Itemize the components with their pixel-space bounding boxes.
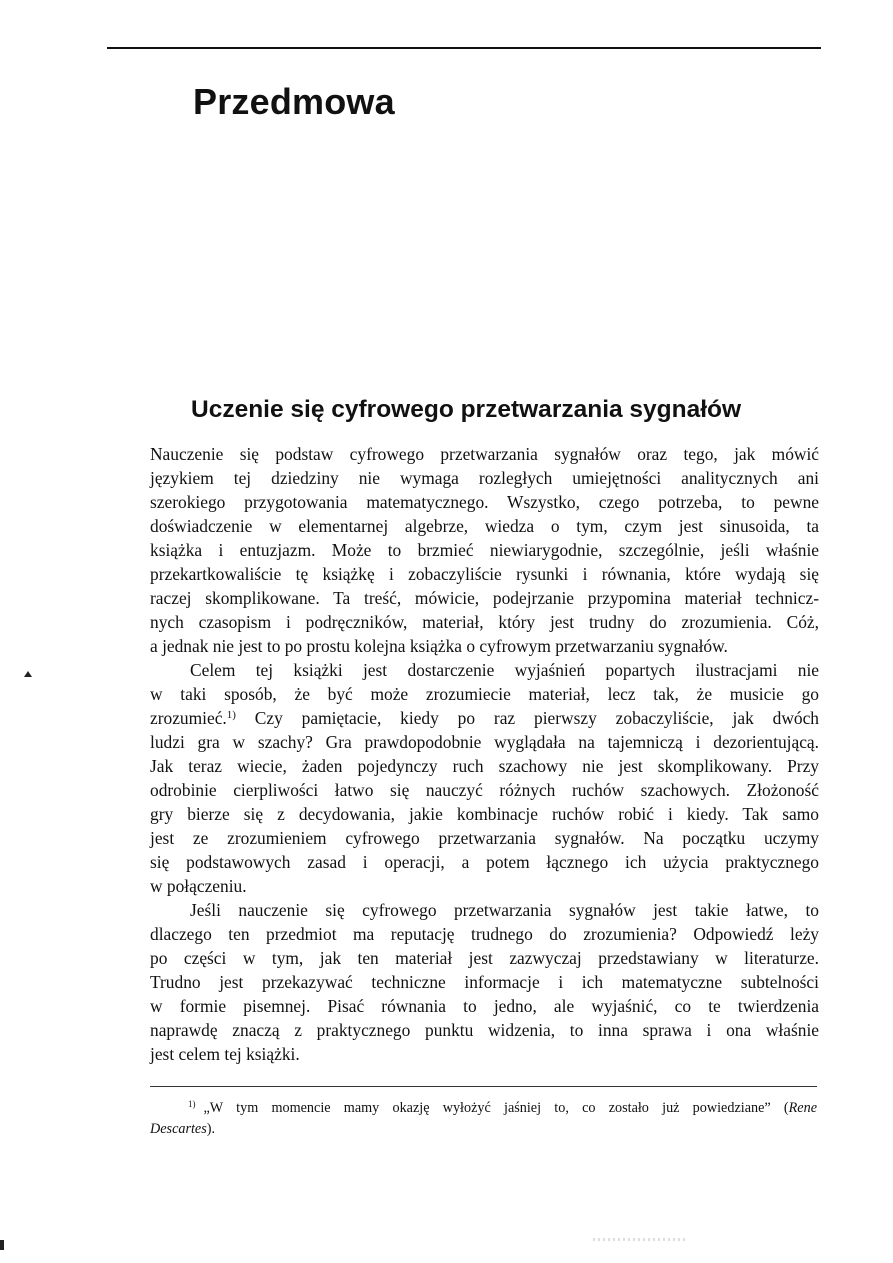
text-line: Trudno jest przekazywać techniczne informacje i ich matematyczne subtelności (150, 972, 819, 992)
text-line: Celem tej książki jest dostarczenie wyjaśnień popartych ilustracjami nie (190, 660, 819, 680)
text-line: szerokiego przygotowania matematycznego. Wszystko, czego potrzeba, to pewne (150, 492, 819, 512)
text-line: Jak teraz wiecie, żaden pojedynczy ruch szachowy nie jest skomplikowany. Przy (150, 756, 819, 776)
corner-mark-icon (0, 1240, 4, 1250)
text-line: nych czasopism i podręczników, materiał, który jest trudny do zrozumienia. Cóż, (150, 612, 819, 632)
text-line: przekartkowaliście tę książkę i zobaczyliście rysunki i równania, które wydają się (150, 564, 819, 584)
footnote-author-last: Descartes (150, 1121, 207, 1137)
text-line: w połączeniu. (150, 876, 247, 896)
text-line: odrobinie cierpliwości łatwo się nauczyć różnych ruchów szachowych. Złożoność (150, 780, 819, 800)
text-line: a jednak nie jest to po prostu kolejna książka o cyfrowym przetwarzaniu sygnałów. (150, 636, 728, 656)
text-line: po części w tym, jak ten materiał jest zazwyczaj przedstawiany w literaturze. (150, 948, 819, 968)
text-line: ludzi gra w szachy? Gra prawdopodobnie wyglądała na tajemniczą i dezorientującą. (150, 732, 819, 752)
margin-mark-icon (24, 671, 32, 677)
text-line: doświadczenie w elementarnej algebrze, wiedza o tym, czym jest sinusoida, ta (150, 516, 819, 536)
footnote-line (150, 1119, 817, 1140)
text-line: w formie pisemnej. Pisać równania to jedno, ale wyjaśnić, co te twierdzenia (150, 996, 819, 1016)
text-line: raczej skomplikowane. Ta treść, mówicie, podejrzanie przypomina materiał technicz- (150, 588, 819, 608)
footnote-rule (150, 1086, 817, 1087)
text-line: się podstawowych zasad i operacji, a potem łącznego ich użycia praktycznego (150, 852, 819, 872)
paragraph-3 (150, 898, 819, 1066)
footnote-text: „W tym momencie mamy okazję wyłożyć jaśniej to, co zostało już powiedziane” ( (203, 1100, 789, 1116)
text-line: książka i entuzjazm. Może to brzmieć niewiarygodnie, szczególnie, jeśli właśnie (150, 540, 819, 560)
footnote-author-first: Rene (788, 1100, 817, 1116)
footnote-line (150, 1098, 817, 1119)
text-fragment: Czy pamiętacie, kiedy po raz pierwszy zobaczyliście, jak dwóch (235, 708, 819, 728)
text-line: dlaczego ten przedmiot ma reputację trudnego do zrozumienia? Odpowiedź leży (150, 924, 819, 944)
text-line: językiem tej dziedziny nie wymaga rozległych umiejętności analitycznych ani (150, 468, 819, 488)
text-line: w taki sposób, że być może zrozumiecie materiał, lecz tak, że musicie go (150, 684, 819, 704)
paragraph-2 (150, 658, 819, 898)
footnote-mark: 1) (188, 1099, 196, 1109)
text-line: naprawdę znaczą z praktycznego punktu widzenia, to inna sprawa i ona właśnie (150, 1020, 819, 1040)
body-text (150, 442, 819, 1066)
text-line: gry bierze się z decydowania, jakie kombinacje ruchów robić i kiedy. Tak samo (150, 804, 819, 824)
chapter-title: Przedmowa (193, 81, 395, 122)
text-line: jest celem tej książki. (150, 1044, 300, 1064)
text-line-with-footnote (150, 706, 819, 730)
paragraph-1 (150, 442, 819, 658)
footnote-closing: ). (206, 1121, 216, 1137)
section-title: Uczenie się cyfrowego przetwarzania sygnałów (191, 396, 742, 423)
text-line: Jeśli nauczenie się cyfrowego przetwarzania sygnałów jest takie łatwe, to (190, 900, 819, 920)
text-line: Nauczenie się podstaw cyfrowego przetwarzania sygnałów oraz tego, jak mówić (150, 444, 819, 464)
text-line: jest ze zrozumieniem cyfrowego przetwarzania sygnałów. Na początku uczymy (150, 828, 819, 848)
top-rule (107, 47, 821, 49)
footnote-reference[interactable]: 1) (226, 709, 236, 721)
scan-noise (593, 1238, 688, 1241)
footnote (150, 1098, 817, 1140)
text-fragment: zrozumieć. (150, 708, 227, 728)
